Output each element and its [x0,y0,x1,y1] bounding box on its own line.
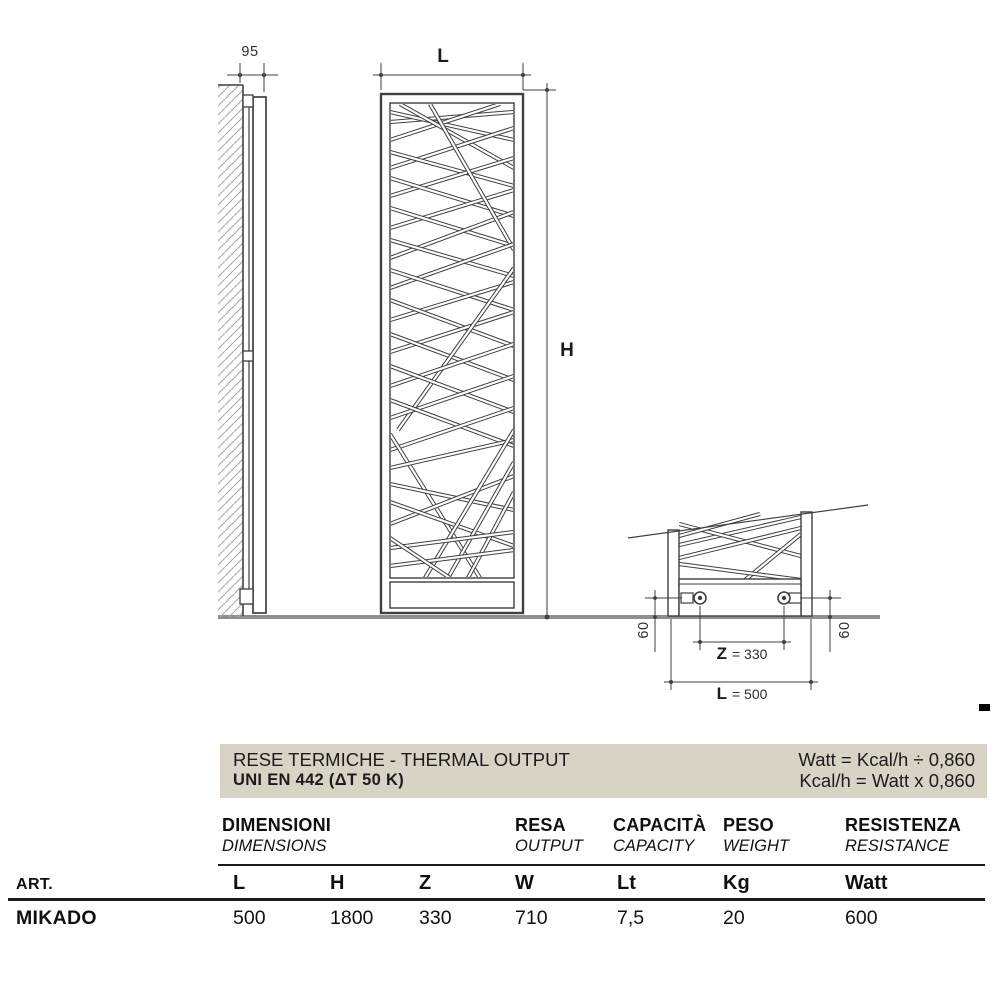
bottom-detail-view [628,505,868,616]
l-dimension-label: L = 500 [716,684,768,703]
front-view [381,94,523,613]
wall-hatching [218,85,243,617]
height-dimension-label: H [560,340,574,361]
formula-watt: Watt = Kcal/h ÷ 0,860 [798,749,975,770]
group-header-capacity: CAPACITÀ CAPACITY [613,815,707,855]
value-H: 1800 [330,907,374,929]
column-header-L: L [233,872,246,894]
right-side-member [801,512,812,616]
column-header-Z: Z [419,872,432,894]
thermal-norm: UNI EN 442 (ΔT 50 K) [233,771,404,789]
column-header-Kg: Kg [723,872,750,894]
wall-bracket-top [243,95,253,107]
value-W: 710 [515,907,548,929]
wall-bracket-middle [243,351,253,361]
side-view [218,85,266,617]
left-side-member [668,530,679,616]
table-rule-header [8,898,985,901]
column-header-H: H [330,872,345,894]
section-cut-line [628,505,868,538]
value-L: 500 [233,907,266,929]
page-artifact [979,704,990,711]
thermal-output-band [220,744,987,798]
offset-left-label: 60 [636,621,652,639]
valve-connection-left [681,592,706,604]
radiator-side-profile [253,97,266,613]
value-Z: 330 [419,907,452,929]
table-rule-top [218,864,985,866]
bottom-collector [390,582,514,608]
value-Watt: 600 [845,907,878,929]
group-header-dimensions: DIMENSIONI DIMENSIONS [222,815,332,855]
column-header-W: W [515,872,534,894]
formula-kcal: Kcal/h = Watt x 0,860 [799,770,975,791]
group-header-weight: PESO WEIGHT [723,815,789,855]
depth-dimension-label: 95 [241,44,259,60]
dimension-height-H [523,83,556,619]
value-Lt: 7,5 [617,907,645,929]
column-header-Watt: Watt [845,872,888,894]
offset-right-label: 60 [837,621,853,639]
group-header-output: RESA OUTPUT [515,815,583,855]
art-column-label: ART. [16,876,54,893]
value-Kg: 20 [723,907,745,929]
group-header-resistance: RESISTENZA RESISTANCE [845,815,962,855]
width-dimension-label: L [437,46,449,67]
valve-connection-right [778,592,801,604]
thermal-title: RESE TERMICHE - THERMAL OUTPUT [233,749,570,770]
z-dimension-label: Z = 330 [716,644,768,663]
product-name: MIKADO [16,907,97,929]
wall-bracket-bottom [240,589,253,604]
column-header-Lt: Lt [617,872,636,894]
